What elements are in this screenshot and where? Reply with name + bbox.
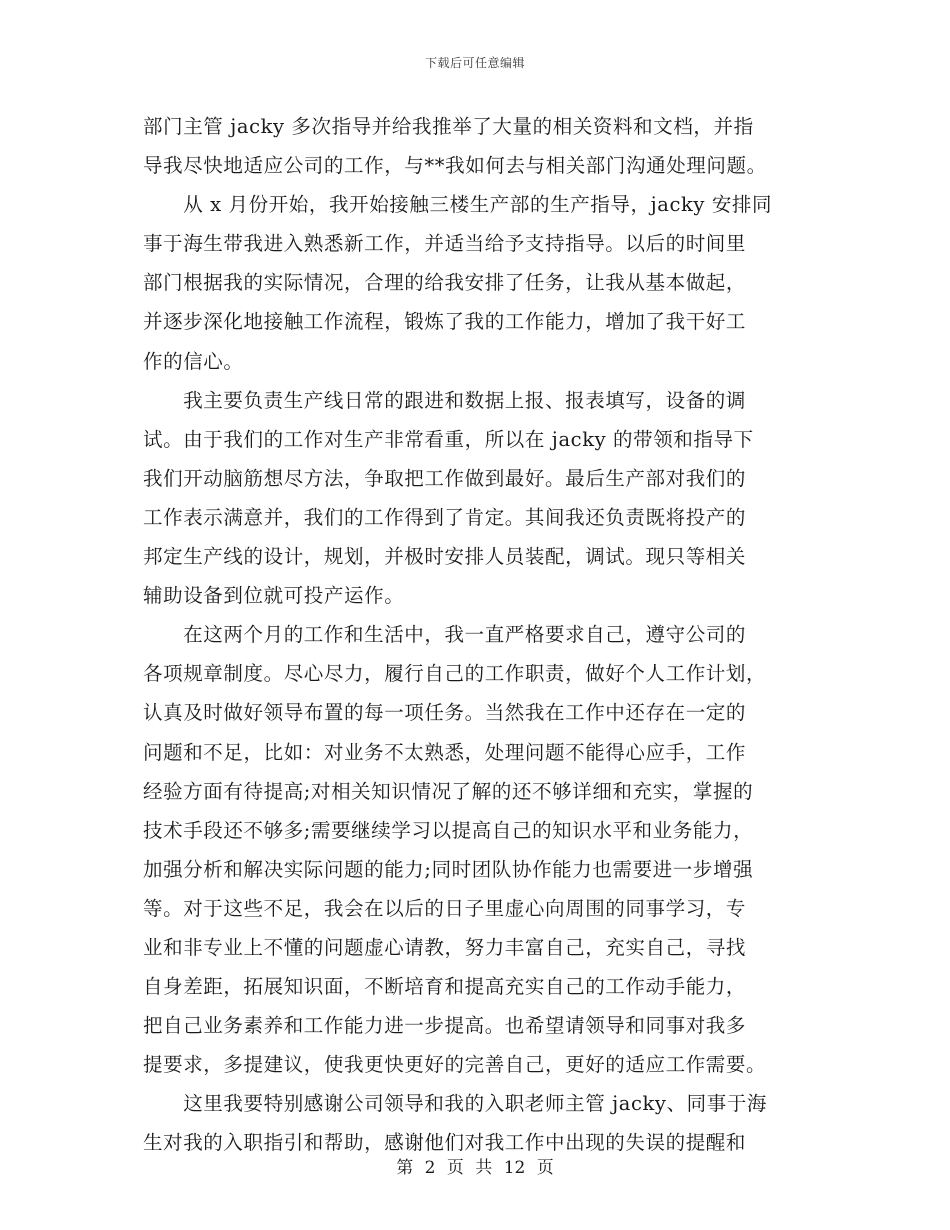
- text-line: 加强分析和解决实际问题的能力;同时团队协作能力也需要进一步增强: [143, 857, 754, 881]
- text-line: 试。由于我们的工作对生产非常看重，所以在 jacky 的带领和指导下: [143, 427, 754, 451]
- text-line: 作的信心。: [143, 349, 244, 373]
- text-line: 我主要负责生产线日常的跟进和数据上报、报表填写，设备的调: [143, 388, 747, 412]
- page-header: 下载后可任意编辑: [424, 56, 525, 70]
- text-line: 我们开动脑筋想尽方法，争取把工作做到最好。最后生产部对我们的: [143, 466, 747, 490]
- text-line: 并逐步深化地接触工作流程，锻炼了我的工作能力，增加了我干好工: [143, 310, 747, 334]
- text-line: 部门根据我的实际情况，合理的给我安排了任务，让我从基本做起，: [143, 271, 747, 295]
- text-line: 工作表示满意并，我们的工作得到了肯定。其间我还负责既将投产的: [143, 505, 747, 529]
- text-line: 生对我的入职指引和帮助，感谢他们对我工作中出现的失误的提醒和: [143, 1131, 747, 1155]
- text-line: 等。对于这些不足，我会在以后的日子里虚心向周围的同事学习，专: [143, 896, 747, 920]
- document-body: [143, 107, 813, 1163]
- text-line: 这里我要特别感谢公司领导和我的入职老师主管 jacky、同事于海: [143, 1092, 768, 1116]
- text-line: 认真及时做好领导布置的每一项任务。当然我在工作中还存在一定的: [143, 701, 747, 725]
- text-line: 在这两个月的工作和生活中，我一直严格要求自己，遵守公司的: [143, 623, 747, 647]
- text-line: 各项规章制度。尽心尽力，履行自己的工作职责，做好个人工作计划，: [143, 662, 767, 686]
- page-number-footer: 第 2 页 共 12 页: [396, 1158, 554, 1178]
- text-line: 问题和不足，比如：对业务不太熟悉，处理问题不能得心应手，工作: [143, 740, 747, 764]
- text-line: 经验方面有待提高;对相关知识情况了解的还不够详细和充实，掌握的: [143, 779, 754, 803]
- text-line: 导我尽快地适应公司的工作，与**我如何去与相关部门沟通处理问题。: [143, 154, 767, 178]
- text-line: 邦定生产线的设计，规划，并极时安排人员装配，调试。现只等相关: [143, 545, 747, 569]
- text-line: 提要求，多提建议，使我更快更好的完善自己，更好的适应工作需要。: [143, 1053, 767, 1077]
- text-line: 辅助设备到位就可投产运作。: [143, 584, 405, 608]
- text-line: 把自己业务素养和工作能力进一步提高。也希望请领导和同事对我多: [143, 1014, 747, 1038]
- text-line: 业和非专业上不懂的问题虚心请教，努力丰富自己，充实自己，寻找: [143, 935, 747, 959]
- text-line: 事于海生带我进入熟悉新工作，并适当给予支持指导。以后的时间里: [143, 232, 747, 256]
- text-line: 部门主管 jacky 多次指导并给我推举了大量的相关资料和文档，并指: [143, 115, 754, 138]
- text-line: 从 x 月份开始，我开始接触三楼生产部的生产指导，jacky 安排同: [143, 193, 773, 217]
- text-line: 自身差距，拓展知识面，不断培育和提高充实自己的工作动手能力，: [143, 975, 747, 999]
- text-line: 技术手段还不够多;需要继续学习以提高自己的知识水平和业务能力，: [143, 818, 754, 842]
